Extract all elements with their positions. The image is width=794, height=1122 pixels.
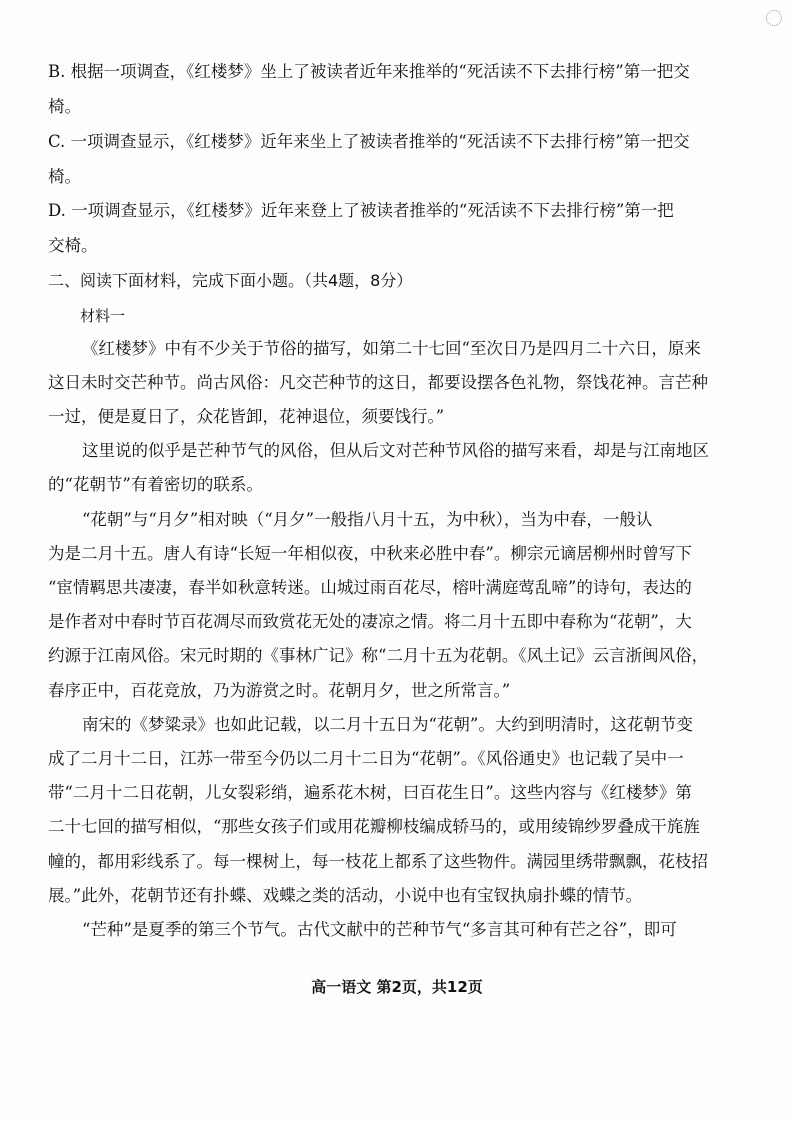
paragraph-line: 这日未时交芒种节。尚古风俗：凡交芒种节的这日，都要设摆各色礼物，祭饯花神。言芒种 [48,373,708,392]
option-c-line-1: C. 一项调查显示，《红楼梦》近年来坐上了被读者推举的“死活读不下去排行榜”第一把交 [48,132,690,151]
paragraph-line: 一过，便是夏日了，众花皆卸，花神退位，须要饯行。” [48,407,445,426]
option-c-line-2: 椅。 [48,167,81,186]
scan-mark-icon [766,10,782,26]
paragraph-line: “花朝”与“月夕”相对映（“月夕”一般指八月十五，为中秋），当为中春，一般认 [82,510,653,529]
paragraph-line: 这里说的似乎是芒种节气的风俗，但从后文对芒种节风俗的描写来看，却是与江南地区 [82,441,709,460]
paragraph-line: 展。”此外，花朝节还有扑蝶、戏蝶之类的活动，小说中也有宝钗执扇扑蝶的情节。 [48,886,643,905]
paragraph-line: 是作者对中春时节百花凋尽而致赏花无处的凄凉之情。将二月十五即中春称为“花朝”，大 [48,612,692,631]
paragraph-line: 《红楼梦》中有不少关于节俗的描写，如第二十七回“至次日乃是四月二十六日，原来 [82,339,701,358]
paragraph-line: 为是二月十五。唐人有诗“长短一年相似夜，中秋来必胜中春”。柳宗元谪居柳州时曾写下 [48,544,692,563]
paragraph-line: 的“花朝节”有着密切的联系。 [48,475,263,494]
paragraph-line: 春序正中，百花竞放，乃为游赏之时。花朝月夕，世之所常言。” [48,681,511,700]
section-heading: 二、阅读下面材料，完成下面小题。（共4题，8分） [48,271,413,290]
paragraph-line: “芒种”是夏季的第三个节气。古代文献中的芒种节气“多言其可种有芒之谷”，即可 [82,920,677,939]
paragraph-line: 带“二月十二日花朝，儿女裂彩绡，遍系花木树，曰百花生日”。这些内容与《红楼梦》第 [48,783,692,802]
paragraph-line: “宦情羁思共凄凄，春半如秋意转迷。山城过雨百花尽，榕叶满庭莺乱啼”的诗句，表达的 [48,578,692,597]
paragraph-line: 南宋的《梦粱录》也如此记载，以二月十五日为“花朝”。大约到明清时，这花朝节变 [82,715,693,734]
option-d-line-2: 交椅。 [48,236,98,255]
paragraph-line: 二十七回的描写相似，“那些女孩子们或用花瓣柳枝编成轿马的，或用绫锦纱罗叠成干旄旌 [48,817,700,836]
page-footer: 高一语文 第2页，共12页 [311,978,483,996]
paragraph-line: 幢的，都用彩线系了。每一棵树上，每一枝花上都系了这些物件。满园里绣带飘飘，花枝招 [48,852,708,871]
paragraph-line: 约源于江南风俗。宋元时期的《事林广记》称“二月十五为花朝。《风土记》云言浙闽风俗， [48,646,709,665]
paragraph-line: 成了二月十二日，江苏一带至今仍以二月十二日为“花朝”。《风俗通史》也记载了吴中一 [48,749,684,768]
option-d-line-1: D. 一项调查显示，《红楼梦》近年来登上了被读者推举的“死活读不下去排行榜”第一把 [48,201,674,220]
option-b-line-2: 椅。 [48,97,81,116]
material-label: 材料一 [80,307,126,325]
option-b-line-1: B. 根据一项调查，《红楼梦》坐上了被读者近年来推举的“死活读不下去排行榜”第一把交 [48,62,690,81]
